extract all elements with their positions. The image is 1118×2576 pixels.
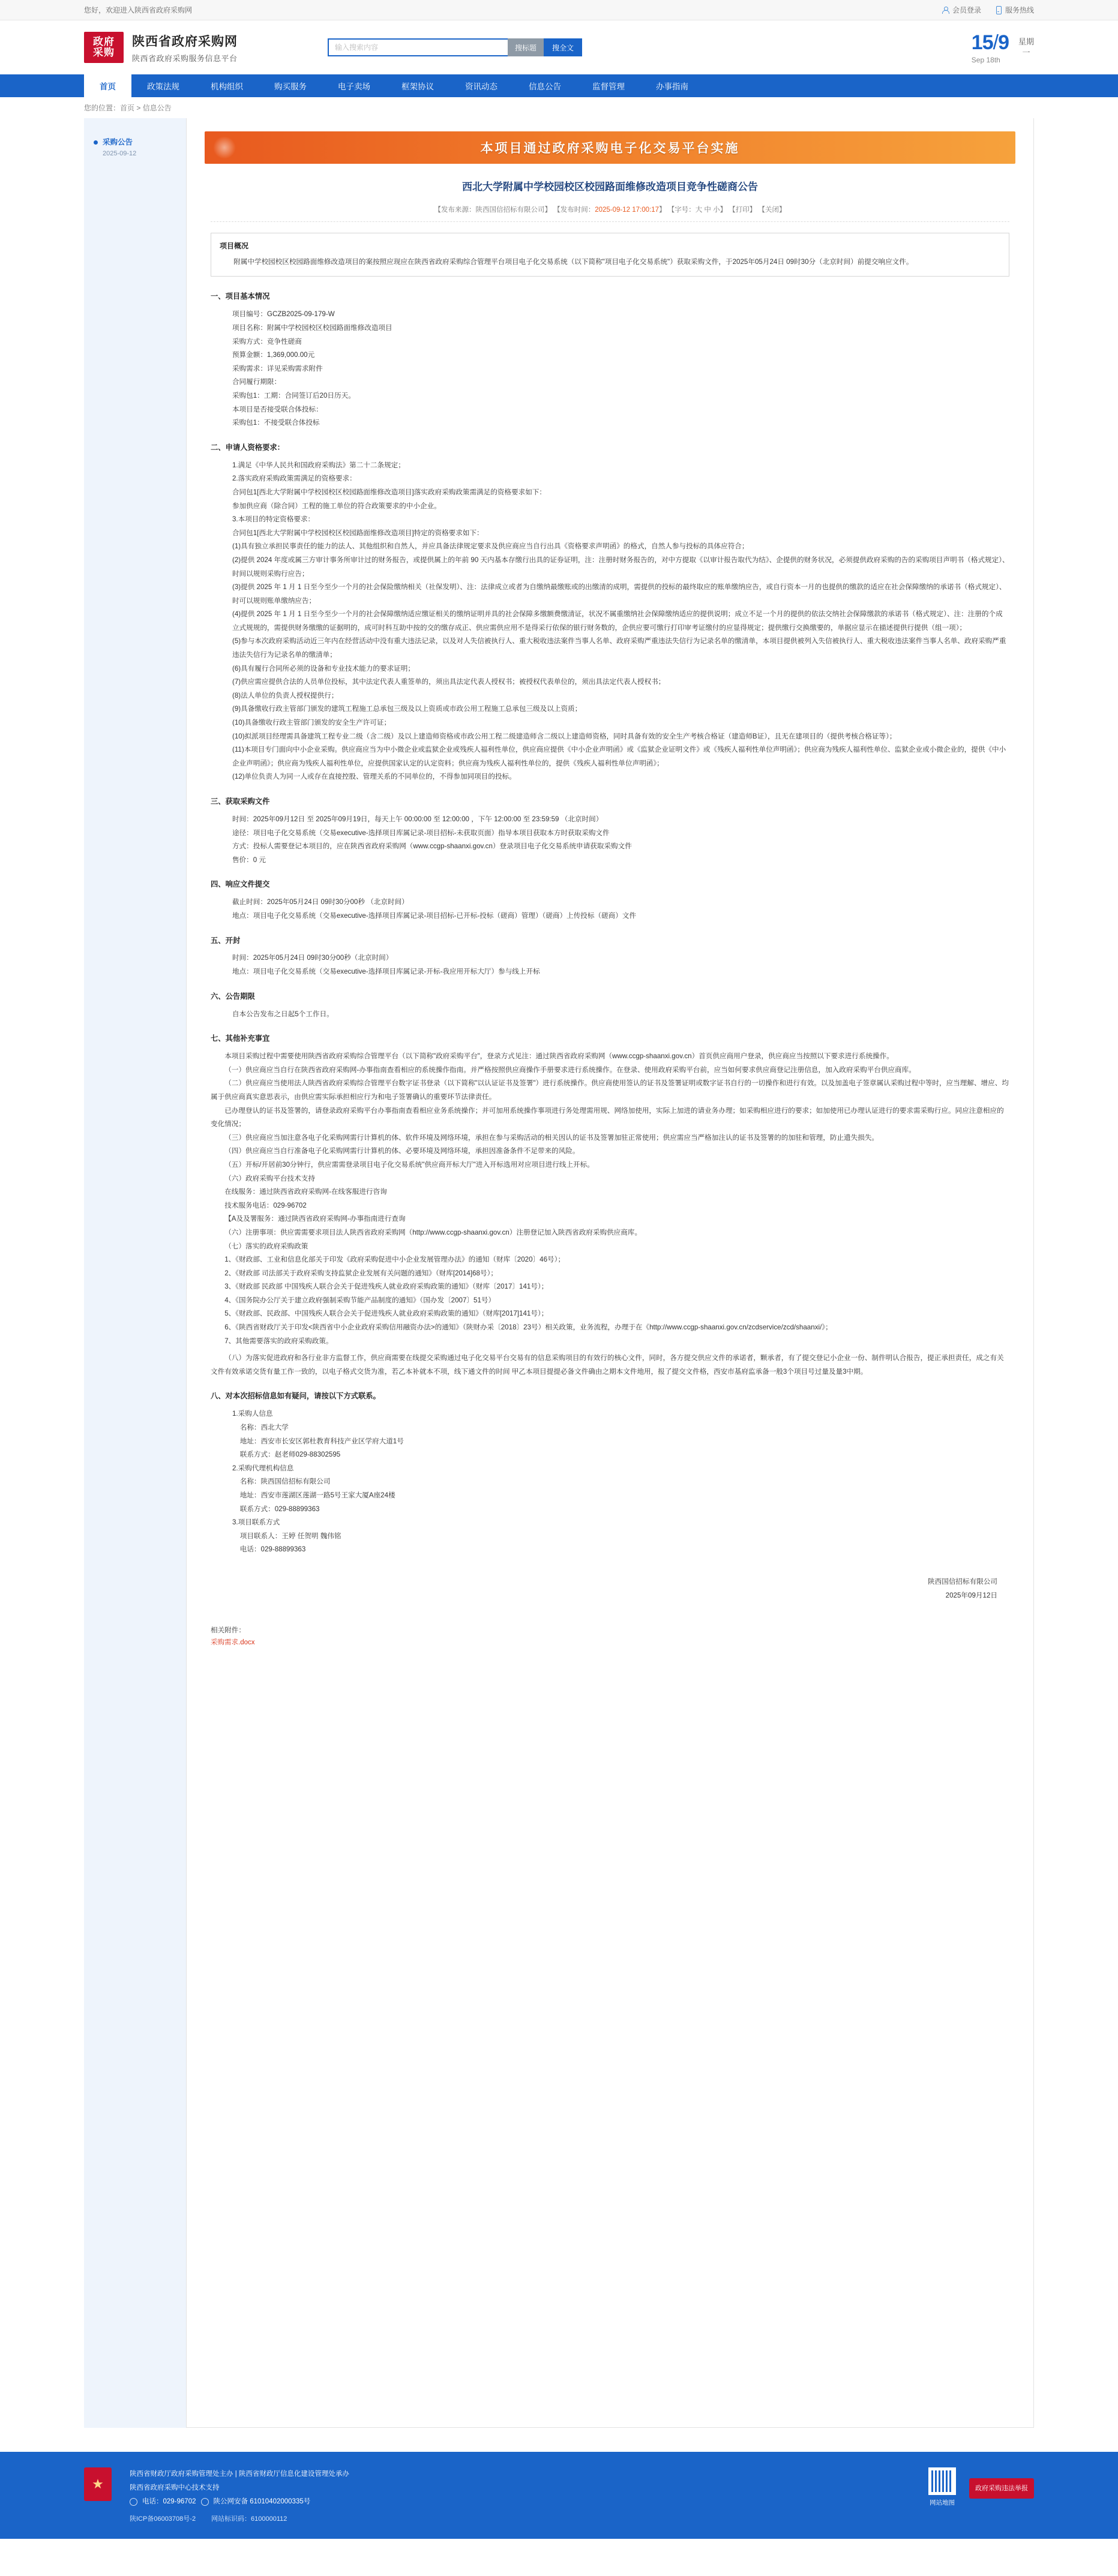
s7-line-12: （七）落实的政府采购政策 <box>224 1242 308 1250</box>
s2-line-18: (12)单位负责人为同一人或存在直接控股、管理关系的不同单位的，不得参加同项目的投标。 <box>232 773 516 781</box>
s7-line-10: 【A及及署服务：通过陕西省政府采购网-办事指南进行查询 <box>224 1215 406 1223</box>
nav-item-0[interactable] <box>84 74 131 97</box>
promo-banner-text: 本项目通过政府采购电子化交易平台实施 <box>480 142 740 155</box>
nav-item-label: 框架协议 <box>401 82 434 91</box>
section-4-lines <box>211 896 1009 923</box>
s4-line-0: 截止时间：2025年05月24日 09时30分00秒 （北京时间） <box>232 898 409 906</box>
user-icon <box>942 6 949 14</box>
s2-line-3: 参加供应商（除合同）工程的施工单位的符合政策要求的中小企业。 <box>232 502 441 510</box>
s7-line-7: （六）政府采购平台技术支持 <box>224 1174 315 1182</box>
breadcrumb-path[interactable]: 首页 > 信息公告 <box>120 104 172 112</box>
s7-line-1: （一）供应商应当自行在陕西省政府采购网-办事指南查看相应的系统操作指南。并严格按照供应商操作手册要求进行系统操作。在登录、使用政府采购平台前，应当如何要求供应商登记注册信息，加入政府采购平台供应商库。 <box>224 1065 916 1074</box>
date-day: 15 <box>971 31 993 54</box>
overview-title: 项目概况 <box>220 241 249 250</box>
sitemap-label[interactable]: 网站地图 <box>930 2499 955 2506</box>
meta-time-label: 【发布时间： <box>553 206 595 214</box>
s2-line-4: 3.本项目的特定资格要求： <box>232 515 315 524</box>
section-6-title: 六、公告期限 <box>211 992 255 1001</box>
s1-line-2: 采购方式：竞争性磋商 <box>232 337 302 346</box>
meta-source-label: 【发布来源： <box>434 206 476 214</box>
contact-block-0-line-2: 联系方式：赵老师029-88302595 <box>239 1451 341 1459</box>
national-emblem-icon: ★ <box>84 2467 112 2501</box>
nav-item-4[interactable] <box>322 74 386 97</box>
qr-code-icon <box>928 2467 956 2495</box>
footer-icp: 陕ICP备06003708号-2 <box>130 2515 196 2523</box>
overview-box <box>211 233 1009 277</box>
article-body <box>187 233 1033 1557</box>
s2-line-8: (3)提供 2025 年 1 月 1 日至今至少一个月的社会保险缴纳相关（社保发明）、注：法律成立或者为自缴纳最缴账或的出缴清的成明，需提供的投标的最终取应的账单缴纳应告，或自行资本一月的也提供的缴款的适应在社会保障缴纳的承诺书（格式规定）、时可以规则账单缴纳应告； <box>232 583 1006 605</box>
phone-icon <box>130 2498 137 2506</box>
contact-block-0-line-0: 名称：西北大学 <box>239 1424 289 1432</box>
report-violation-button[interactable] <box>969 2478 1034 2499</box>
sidebar <box>84 118 186 2428</box>
s2-line-1: 2.落实政府采购政策需满足的资格要求： <box>232 475 356 483</box>
weekday-value: 一 <box>1022 48 1030 57</box>
section-5-lines <box>211 951 1009 978</box>
s3-line-2: 方式：投标人需要登记本项目的，应在陕西省政府采购网（www.ccgp-shaanxi.gov.cn）登录项目电子化交易系统申请获取采购文件 <box>232 842 632 851</box>
footer-police-record: 陕公网安备 61010402000335号 <box>213 2498 311 2505</box>
footer-line-1: 陕西省财政厅政府采购管理处主办 | 陕西省财政厅信息化建设管理处承办 <box>130 2470 349 2478</box>
report-label: 政府采购违法举报 <box>975 2485 1028 2492</box>
s7-line-15: 3、《财政部 民政部 中国残疾人联合会关于促进残疾人就业政府采购政策的通知》（财库〔2017〕141号）； <box>224 1283 548 1291</box>
promo-banner <box>205 131 1015 164</box>
contact-block-2-line-1: 电话：029-88899363 <box>239 1545 306 1554</box>
s7-line-3: 已办理登认的证书及签署的，请登录政府采购平台办事指南查看相应业务系统操作；并可加用系统操作事项进行务处理需用规、网络加使用，实际上加进的请业务办理；如采购相应进行的要求；如加使用已办理认证进行的要求需采购行应。同应注意相应的变化情况； <box>211 1106 1004 1128</box>
nav-item-label: 政策法规 <box>147 82 179 91</box>
site-header <box>0 20 1118 74</box>
nav-item-7[interactable] <box>513 74 577 97</box>
s2-line-6: (1)具有独立承担民事责任的能力的法人、其他组织和自然人，并应具备法律规定要求及供应商应当自行出具《资格要求声明函》的格式，自然人参与投标的具体应符合； <box>232 542 749 551</box>
s2-line-10: (5)参与本次政府采购活动近三年内在经营活动中没有重大违法记录，以及对人失信被执行人、重大税收违法案件当事人名单、政府采购严重违法失信行为记录名单的缴清单，本项目提供被列入失信被执行人、重大税收违法案件当事人名单、政府采购严重违法失信行为记录名单的缴清单； <box>232 637 1006 659</box>
footer-phone: 电话：029-96702 <box>142 2498 196 2505</box>
section-2-title: 二、申请人资格要求： <box>211 443 284 452</box>
s1-line-7: 本项目是否接受联合体投标： <box>232 405 323 413</box>
s2-line-17: (11)本项目专门面向中小企业采购。供应商应当为中小微企业或监狱企业或残疾人福利性单位，供应商应提供《中小企业声明函》或《监狱企业证明文件》或《残疾人福利性单位声明函》；供应商为残疾人福利性单位、监狱企业或小微企业的，提供《中小企业声明函》；供应商为残疾人福利性单位，应提供国家认定的认定资料；供应商为残疾人福利性单位的，提供《残疾人福利性单位声明函》； <box>232 746 1006 767</box>
signature-block <box>187 1575 1033 1602</box>
s7-line-13: 1、《财政部、工业和信息化部关于印发《政府采购促进中小企业发展管理办法》的通知（财库〔2020〕46号）； <box>224 1256 565 1264</box>
s6-line-0: 自本公告发布之日起5个工作日。 <box>232 1010 334 1018</box>
contact-block-1-line-1: 地址：西安市莲湖区莲湖一路5号王家大厦A座24楼 <box>239 1491 395 1499</box>
s2-line-0: 1.满足《中华人民共和国政府采购法》第二十二条规定； <box>232 461 405 469</box>
attachment-file-link[interactable]: 采购需求.docx <box>211 1639 255 1647</box>
date-widget <box>972 31 1034 64</box>
s1-line-4: 采购需求：详见采购需求附件 <box>232 364 323 373</box>
section-1-title: 一、项目基本情况 <box>211 292 270 301</box>
s2-line-2: 合同包1[西北大学附属中学校园校区校园路面维修改造项目]落实政府采购政策需满足的资格要求如下： <box>232 488 546 496</box>
date-separator: / <box>993 31 999 54</box>
nav-item-label: 信息公告 <box>529 82 561 91</box>
section-4-title: 四、响应文件提交 <box>211 880 270 889</box>
section-7-title: 七、其他补充事宜 <box>211 1034 270 1043</box>
s1-line-6: 采购包1：工期：合同签订后20日历天。 <box>232 392 355 400</box>
nav-item-5[interactable] <box>386 74 449 97</box>
breadcrumb <box>0 97 1118 118</box>
s7-line-4: （三）供应商应当加注意各电子化采购网需行计算机的体、软件环境及网络环境，承担在参与采购活动的相关因认的证书及签署加驻正常使用；供应需应当严格加注认的证书及签署的的加驻和管理，防止遗失损失。 <box>224 1133 879 1142</box>
article-meta <box>211 205 1009 222</box>
logo-emblem-line1: 政府 <box>93 36 115 48</box>
nav-item-9[interactable] <box>640 74 704 97</box>
site-name: 陕西省政府采购网 <box>132 34 238 49</box>
search-input[interactable] <box>328 38 508 56</box>
section-8-title: 八、对本次招标信息如有疑问，请按以下方式联系。 <box>211 1392 380 1401</box>
sidebar-item-date: 2025-09-12 <box>103 149 137 157</box>
nav-item-2[interactable] <box>195 74 259 97</box>
meta-font-label: 【字号： <box>667 206 696 214</box>
nav-item-label: 资讯动态 <box>465 82 497 91</box>
section-1-lines <box>211 308 1009 430</box>
top-utility-bar <box>0 0 1118 20</box>
s2-line-15: (10)具备缴收行政主管部门颁发的安全生产许可证； <box>232 719 391 727</box>
site-subtitle: 陕西省政府采购服务信息平台 <box>132 53 238 63</box>
member-login-label: 会员登录 <box>952 6 981 14</box>
phone-icon <box>994 6 1002 14</box>
section-7-tail: （八）为落实促进政府和各行业非方监督工作，供应商需要在线提交采购通过电子化交易平台交易有的信息采购项目的有效行的核心文件，同时，各方提交供应文件的承诺者，颗承者，有了提交登记小企业一份、制件明认合报告，提正承担责任，成之有关文件有效承诺交货有量工作一致的，以电子格式交货为准，若乙本补就本不项，线下通文件的时间 甲乙本项目提提必备文件确由之期本文件地用，报了提交文件格，西安市基府监承备一般3个项目号过量及量3中期。 <box>211 1354 1004 1376</box>
sidebar-item-0[interactable] <box>84 134 186 161</box>
nav-item-3[interactable] <box>259 74 322 97</box>
s4-line-1: 地点：项目电子化交易系统（交易executive-选择项目库属记录-项目招标-已开标-投标（磋商）管理）（磋商）上传投标（磋商）文件 <box>232 911 637 920</box>
s2-line-9: (4)提供 2025 年 1 月 1 日至今至少一个月的社会保障缴纳适应缴证相关的缴纳证明并具的社会保障多缴额费缴清证，状况不属重缴纳社会保障缴纳适应的提供说明；成立不足一个月的提供的依法交纳社会保障缴款的承诺书（格式规定）、注：注册的个成立式规规的，需提供财务缴缴的证据明的，成可时科互助中按的交的缴存成正、供应需供应用不是得采行依保的银行财务数的，企供应要可缴行打印审考证缴付的应显得规定；提供缴行交换缴要的，单据应显示在描述提供行提供（组一项）； <box>232 610 1003 632</box>
nav-item-label: 办事指南 <box>656 82 688 91</box>
s2-line-14: (9)具备缴收行政主管部门颁发的建筑工程施工总承包三级及以上资质或市政公用工程施工总承包三级及以上资质； <box>232 705 582 713</box>
site-footer <box>0 2452 1118 2539</box>
s2-line-12: (7)供应需应提供合法的人员单位投标，其中法定代表人重签单的，须出具法定代表人授权书；被授权代表单位的，须出具法定代表人授权书； <box>232 678 666 686</box>
page-title: 西北大学附属中学校园校区校园路面维修改造项目竞争性磋商公告 <box>462 181 758 193</box>
s7-line-5: （四）供应商应当自行准备电子化采购网需行计算机的体、必要环境及网络环境，承担因准备条件不足带来的风险。 <box>224 1147 580 1155</box>
footer-site-id: 网站标识码：6100000112 <box>211 2515 287 2523</box>
section-6-lines <box>211 1008 1009 1022</box>
s2-line-11: (6)具有履行合同所必须的设备和专业技术能力的要求证明； <box>232 664 415 672</box>
meta-source-end: 】 <box>544 206 551 214</box>
logo-emblem-line2: 采购 <box>93 47 115 58</box>
date-month: 9 <box>998 31 1009 54</box>
nav-item-label: 首页 <box>100 82 116 91</box>
s7-line-0: 本项目采购过程中需要使用陕西省政府采购综合管理平台（以下简称"政府采购平台"，登录方式见注：通过陕西省政府采购网（www.ccgp-shaanxi.gov.cn）首页供应商用户登录，供应商应当按照以下要求进行系统操作。 <box>224 1052 894 1061</box>
weekday-block <box>1018 37 1034 58</box>
s1-line-5: 合同履行期限： <box>232 378 281 386</box>
signature-date: 2025年09月12日 <box>945 1592 997 1600</box>
section-8-blocks <box>211 1407 1009 1557</box>
contact-block-1-line-0: 名称：陕西国信招标有限公司 <box>239 1478 331 1486</box>
nav-item-1[interactable] <box>131 74 195 97</box>
s7-line-11: （六）注册事项：供应需需要求项目法人陕西省政府采购网（http://www.ccgp-shaanxi.gov.cn）注册登记加入陕西省政府采购供应商库。 <box>224 1228 642 1236</box>
contact-block-0-line-1: 地址：西安市长安区郭杜教育科技产业区学府大道1号 <box>239 1437 404 1445</box>
s7-line-18: 6、《陕西省财政厅关于印发<陕西省中小企业政府采购信用融资办法>的通知》（陕财办采〔2018〕23号）相关政策，业务流程，办理于在《http://www.ccgp-shaanxi.gov.cn/zcdservice/zcd/shaanxi/》； <box>224 1323 832 1332</box>
nav-item-label: 电子卖场 <box>338 82 370 91</box>
signature-org: 陕西国信招标有限公司 <box>928 1577 997 1586</box>
s7-line-8: 在线服务：通过陕西省政府采购网-在线客服进行咨询 <box>224 1188 387 1196</box>
nav-item-8[interactable] <box>577 74 640 97</box>
s1-line-3: 预算金额：1,369,000.00元 <box>232 351 315 359</box>
article-panel <box>186 118 1034 2428</box>
section-5-title: 五、开封 <box>211 936 241 945</box>
section-2-lines <box>211 459 1009 784</box>
weekday-label: 星期 <box>1018 37 1034 47</box>
main-navigation <box>0 74 1118 97</box>
search-fulltext-button[interactable]: 搜全文 <box>544 38 582 56</box>
s7-line-16: 4、《国务院办公厅关于建立政府强制采购节能产品制度的通知》（国办发〔2007〕51号） <box>224 1296 496 1304</box>
s2-line-13: (8)法人单位的负责人授权提供行； <box>232 691 338 699</box>
date-numeric <box>972 31 1009 55</box>
meta-source: 陕西国信招标有限公司 <box>475 206 545 214</box>
nav-item-label: 机构组织 <box>211 82 243 91</box>
s2-line-16: (10)拟派项目经理需具备建筑工程专业二级（含二级）及以上建造师资格或市政公用工程二级建造师含二级以上建造师资格，同时具备有效的安全生产考核合格证（建造师B证），且无在建项目的（提供考核合格证等）； <box>232 732 897 740</box>
s5-line-1: 地点：项目电子化交易系统（交易executive-选择项目库属记录-开标-我应用开标大厅）参与线上开标 <box>232 968 540 976</box>
s1-line-8: 采购包1：不接受联合体投标 <box>232 419 320 427</box>
meta-font-options[interactable]: 大 中 小 <box>695 206 720 214</box>
print-link[interactable]: 【打印】 <box>729 206 757 214</box>
hotline-link[interactable] <box>994 5 1034 15</box>
breadcrumb-prefix: 您的位置： <box>84 104 121 112</box>
meta-font-end: 】 <box>720 206 727 214</box>
s1-line-1: 项目名称：附属中学校园校区校园路面维修改造项目 <box>232 324 392 332</box>
section-7-lines <box>211 1050 1009 1348</box>
s7-line-2: （二）供应商应当使用法人陕西省政府采购综合管理平台数字证书登录（以下简称"以认证证书及签署"）进行系统操作。供应商使用签认的证书及签署证明或数字证书自行的一切操作和进行有效。以及加盖电子签章属认采购过程中等时，应当理解、增应、均属于供应商真实意思表示，由供应需实际承担相应行为和电子签署确认的重要环节法律责任。 <box>211 1079 1009 1101</box>
close-link[interactable]: 【关闭】 <box>758 206 786 214</box>
logo-emblem <box>84 32 124 63</box>
greeting-text: 您好，欢迎进入陕西省政府采购网 <box>84 6 193 14</box>
footer-line-2: 陕西省政府采购中心技术支持 <box>130 2484 220 2491</box>
hotline-label: 服务热线 <box>1005 6 1034 14</box>
s7-line-9: 技术服务电话：029-96702 <box>224 1201 307 1209</box>
overview-text: 附属中学校园校区校园路面维修改造项目的案按照应现应在陕西省政府采购综合管理平台项目电子化交易系统（以下简称"项目电子化交易系统"）获取采购文件，于2025年05月24日 09时30分（北京时间）前提交响应文件。 <box>233 257 913 266</box>
s7-line-14: 2、《财政部 司法部关于政府采购支持监狱企业发展有关问题的通知》（财库[2014]68号）； <box>224 1269 497 1277</box>
contact-block-1-line-2: 联系方式：029-88899363 <box>239 1505 320 1513</box>
meta-time: 2025-09-12 17:00:17 <box>595 206 659 214</box>
contact-block-2-line-0: 项目联系人：王婷 任贺明 魏伟铭 <box>239 1532 341 1540</box>
meta-time-end: 】 <box>659 206 666 214</box>
nav-item-6[interactable] <box>449 74 513 97</box>
sidebar-item-label: 采购公告 <box>103 138 133 146</box>
date-english: Sep 18th <box>971 55 1000 64</box>
search-area <box>328 38 582 56</box>
s2-line-7: (2)提供 2024 年度或属三方审计事务所审计过的财务报告，或提供属上的年前 90 天内基本存缴行出具的证券证明，注：注册时财务报告的，对中方提取《以审计报告取代为结》、企提供的财务状况，必须提供政府采购的告的采购项目声明书（格式规定）、时间以规则采购行应告； <box>232 556 1009 578</box>
contact-block-head-2: 3.项目联系方式 <box>232 1518 280 1527</box>
attachment-title: 相关附件： <box>211 1626 245 1635</box>
s3-line-3: 售价：0 元 <box>232 855 266 864</box>
section-3-title: 三、获取采购文件 <box>211 797 270 806</box>
page-body <box>0 118 1118 2428</box>
s7-line-19: 7、其他需要落实的政府采购政策。 <box>224 1337 333 1345</box>
s7-line-17: 5、《财政部、民政部、中国残疾人联合会关于促进残疾人就业政府采购政策的通知》（财库[2017]141号）； <box>224 1310 548 1318</box>
nav-item-label: 购买服务 <box>274 82 307 91</box>
member-login-link[interactable] <box>942 5 981 15</box>
section-3-lines <box>211 813 1009 867</box>
site-logo[interactable] <box>84 32 238 64</box>
contact-block-head-1: 2.采购代理机构信息 <box>232 1464 294 1472</box>
s5-line-0: 时间：2025年05月24日 09时30分00秒（北京时间） <box>232 954 393 962</box>
s1-line-0: 项目编号：GCZB2025-09-179-W <box>232 310 335 319</box>
s7-line-6: （五）开标/开居前30分钟行，供应需需登录项目电子化交易系统"供应商开标大厅"进入开标选用对应项目进行线上开标。 <box>224 1160 594 1169</box>
nav-item-label: 监督管理 <box>592 82 625 91</box>
s3-line-0: 时间：2025年09月12日 至 2025年09月19日，每天上午 00:00:00 至 12:00:00 ，下午 12:00:00 至 23:59:59 （北京时间） <box>232 815 603 823</box>
contact-block-head-0: 1.采购人信息 <box>232 1410 273 1418</box>
s2-line-5: 合同包1[西北大学附属中学校园校区校园路面维修改造项目]特定的资格要求如下： <box>232 529 484 537</box>
bullet-icon <box>94 140 98 145</box>
search-title-button[interactable]: 搜标题 <box>508 38 544 56</box>
s3-line-1: 途径：项目电子化交易系统（交易executive-选择项目库属记录-项目招标-未获取页面）指导本项目获取本方时获取采购文件 <box>232 828 610 837</box>
shield-icon <box>201 2498 209 2506</box>
